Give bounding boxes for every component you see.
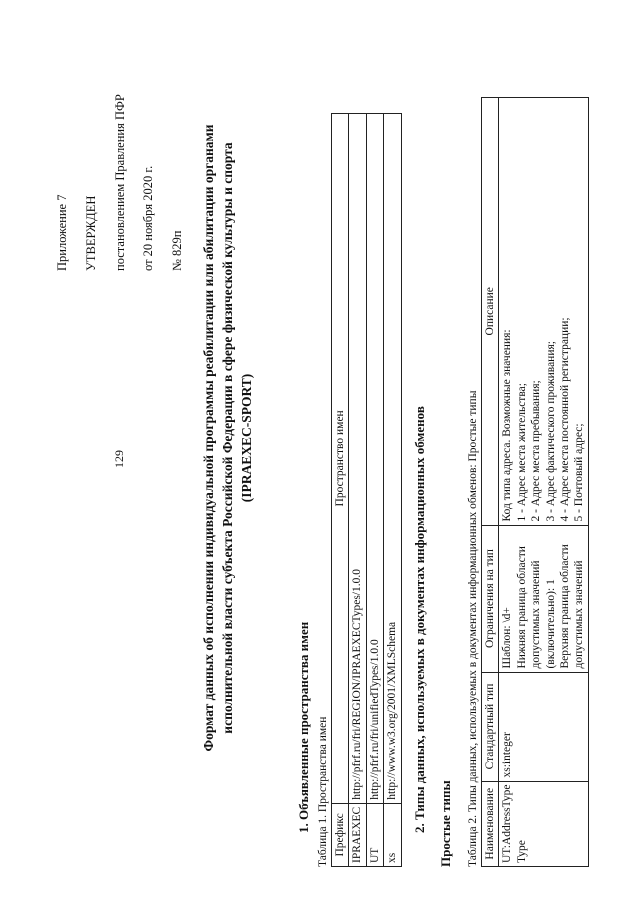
namespace-cell: http://pfrf.ru/fri/REGION/IPRAEXECTypes/1.0.0 (349, 113, 366, 803)
table-row (384, 113, 401, 866)
title-line-1: Формат данных об исполнении индивидуальной программы реабилитации или абилитации органами (201, 123, 216, 752)
approval-block (48, 41, 192, 271)
simple-types-table (481, 97, 589, 867)
description-line: 3 - Адрес фактического проживания; (544, 340, 557, 522)
description-cell (499, 97, 588, 525)
type-name-line: Type (515, 839, 528, 863)
approved-label: УТВЕРЖДЕН (83, 195, 98, 271)
type-name-cell (499, 781, 588, 866)
namespace-cell: http://pfrf.ru/fri/unifiedTypes/1.0.0 (366, 113, 383, 803)
appendix-label: Приложение 7 (55, 194, 69, 271)
table-1-caption: Таблица 1. Пространства имен (317, 716, 329, 867)
standard-type-cell: xs:integer (499, 672, 588, 781)
header-description: Описание (482, 97, 499, 525)
title-line-3: (IPRAEXEC-SPORT) (238, 373, 254, 502)
table-row (349, 113, 366, 866)
description-line: 2 - Адрес места пребывания; (530, 379, 543, 522)
title-line-2: исполнительной власти субъекта Российской Федерации в сфере физической культуры и спорта (219, 141, 235, 734)
header-name: Наименование (482, 781, 499, 866)
table-row (366, 113, 383, 866)
description-line: 1 - Адрес места жительства; (515, 382, 528, 522)
type-name-line: UT:AddressType (501, 784, 514, 863)
section-1-heading: 1. Объявленные пространства имен (296, 621, 311, 833)
description-line: Код типа адреса. Возможные значения: (501, 328, 514, 522)
restriction-line: Верхняя граница области (558, 543, 571, 669)
section-2-heading: 2. Типы данных, используемых в документах информационных обменов (412, 405, 427, 833)
page-number: 129 (112, 449, 126, 468)
namespace-cell: http://www.w3.org/2001/XMLSchema (384, 113, 401, 803)
table-header-row (332, 113, 349, 866)
header-restrictions: Ограничения на тип (482, 525, 499, 672)
header-standard-type: Стандартный тип (482, 672, 499, 781)
restriction-line: Нижняя граница области (515, 545, 528, 669)
description-line: 4 - Адрес места постоянной регистрации; (558, 316, 571, 522)
table-row (499, 97, 588, 866)
table-2-caption: Таблица 2. Типы данных, используемых в документах информационных обменов: Простые типы (467, 390, 479, 867)
restriction-line: допустимых значений (573, 559, 586, 669)
restriction-line: Шаблон: \d+ (501, 606, 514, 669)
table-header-row (482, 97, 499, 866)
namespaces-table (331, 113, 402, 867)
resolution-date: от 20 ноября 2020 г. (141, 165, 156, 271)
simple-types-heading: Простые типы (438, 779, 453, 867)
description-line: 5 - Почтовый адрес; (573, 422, 586, 522)
header-namespace: Пространство имен (332, 113, 349, 803)
header-prefix: Префикс (332, 803, 349, 866)
restriction-line: (включительно): 1 (544, 578, 557, 669)
restriction-line: допустимых значений (530, 559, 543, 669)
prefix-cell: IPRAEXEC (349, 803, 366, 866)
resolution-label: постановлением Правления ПФР (112, 93, 127, 271)
prefix-cell: UT (366, 803, 383, 866)
document-title (200, 113, 257, 763)
resolution-number: № 829п (170, 230, 184, 271)
restrictions-cell (499, 525, 588, 672)
prefix-cell: xs (384, 803, 401, 866)
rotated-landscape-content (40, 33, 600, 873)
